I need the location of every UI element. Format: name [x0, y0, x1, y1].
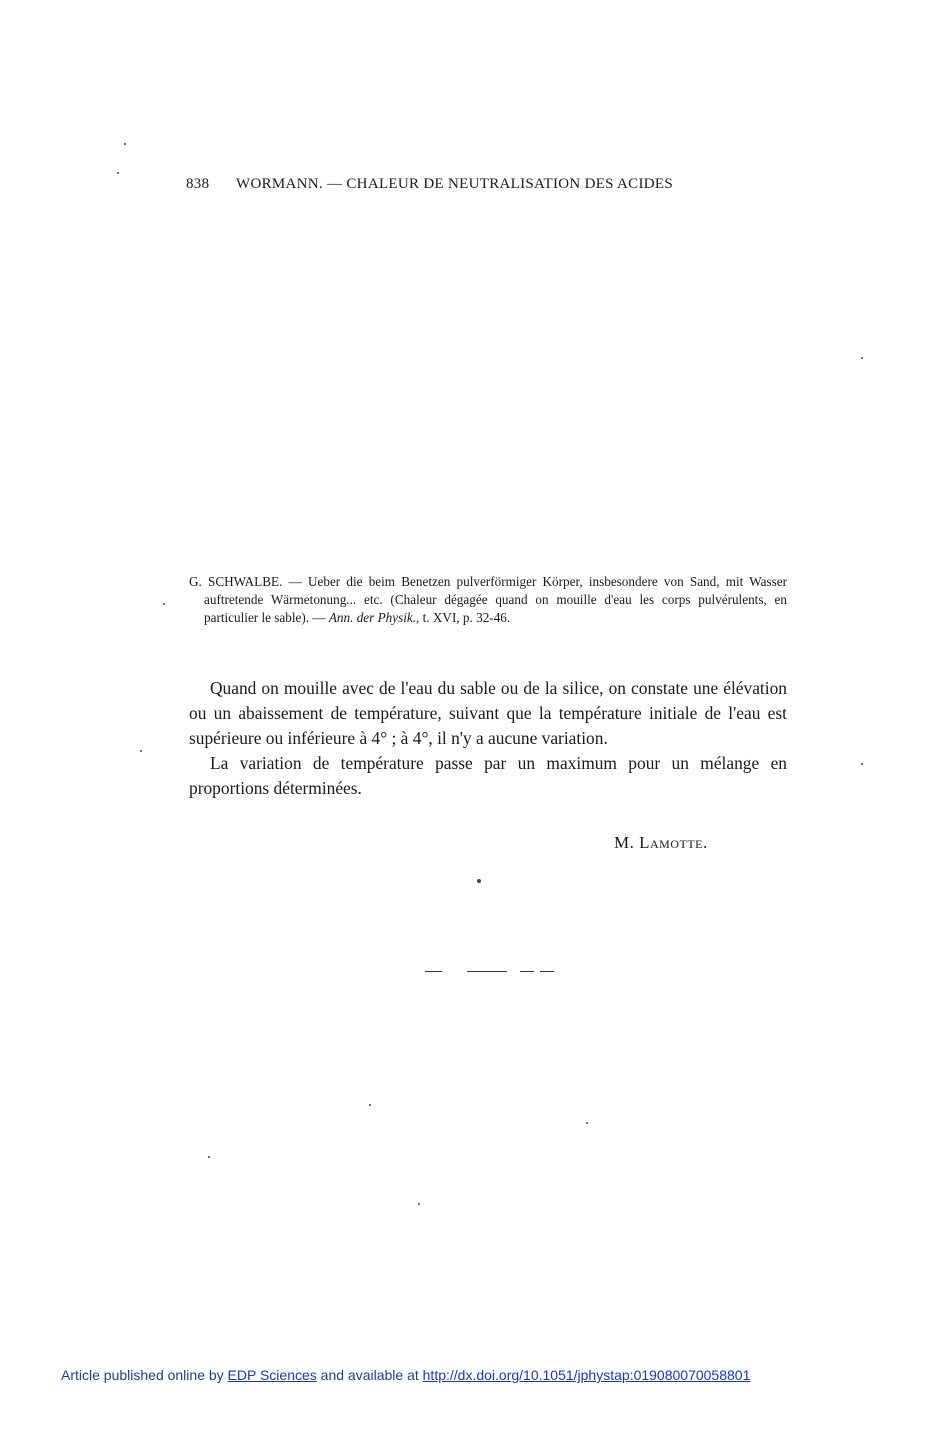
- reference-title: Ueber die beim Benetzen pulverförmiger Körper, insbesondere von Sand, mit Wasser auftretende Wärmetonung... etc. (Chaleur dégagée quand on mouille d'eau les corps pulvérulents, en particulier le sable).: [204, 574, 788, 625]
- body-text: [189, 676, 787, 801]
- ornament-dot: [477, 879, 481, 883]
- speck: [369, 1104, 371, 1106]
- bibliographic-reference: G. SCHWALBE. — Ueber die beim Benetzen pulverförmiger Körper, insbesondere von Sand, mit Wasser auftretende Wärmetonung... etc. (Chaleur dégagée quand on mouille d'eau les corps pulvérulents, en particulier le sable). — Ann. der Physik., t. XVI, p. 32-46.: [189, 574, 788, 625]
- paragraph: Quand on mouille avec de l'eau du sable ou de la silice, on constate une élévation ou un abaissement de température, suivant que la température initiale de l'eau est supérieure ou inférieure à 4° ; à 4°, il n'y a aucune variation.: [189, 678, 787, 748]
- running-title: WORMANN. — CHALEUR DE NEUTRALISATION DES ACIDES: [236, 176, 674, 192]
- end-rule: [520, 971, 534, 972]
- speck: [208, 1156, 210, 1158]
- speck: [140, 750, 142, 752]
- speck: [586, 1122, 588, 1124]
- reference-details: , t. XVI, p. 32-46.: [416, 610, 511, 625]
- footer-prefix: Article published online by: [61, 1367, 224, 1383]
- running-head: [186, 176, 746, 193]
- end-rule: [425, 971, 442, 972]
- signature-initial: M.: [614, 833, 635, 852]
- footer-middle: and available at: [320, 1367, 419, 1383]
- speck: [124, 143, 126, 145]
- end-rule: [467, 971, 507, 972]
- speck: [163, 603, 165, 605]
- speck: [418, 1203, 420, 1205]
- reference-dash: —: [288, 574, 302, 589]
- signature: [614, 833, 708, 853]
- end-rule: [540, 971, 554, 972]
- speck: [861, 357, 863, 359]
- speck: [117, 172, 119, 174]
- page-number: 838: [186, 176, 210, 192]
- signature-name: Lamotte.: [639, 833, 708, 852]
- paragraph: La variation de température passe par un maximum pour un mélange en proportions déterminées.: [189, 753, 787, 798]
- speck: [861, 763, 863, 765]
- publisher-link[interactable]: EDP Sciences: [227, 1367, 317, 1383]
- doi-link[interactable]: http://dx.doi.org/10.1051/jphystap:019080070058801: [422, 1367, 751, 1383]
- reference-author: G. SCHWALBE.: [189, 574, 283, 589]
- reference-journal: Ann. der Physik.: [328, 610, 417, 625]
- publication-footer: [61, 1367, 750, 1383]
